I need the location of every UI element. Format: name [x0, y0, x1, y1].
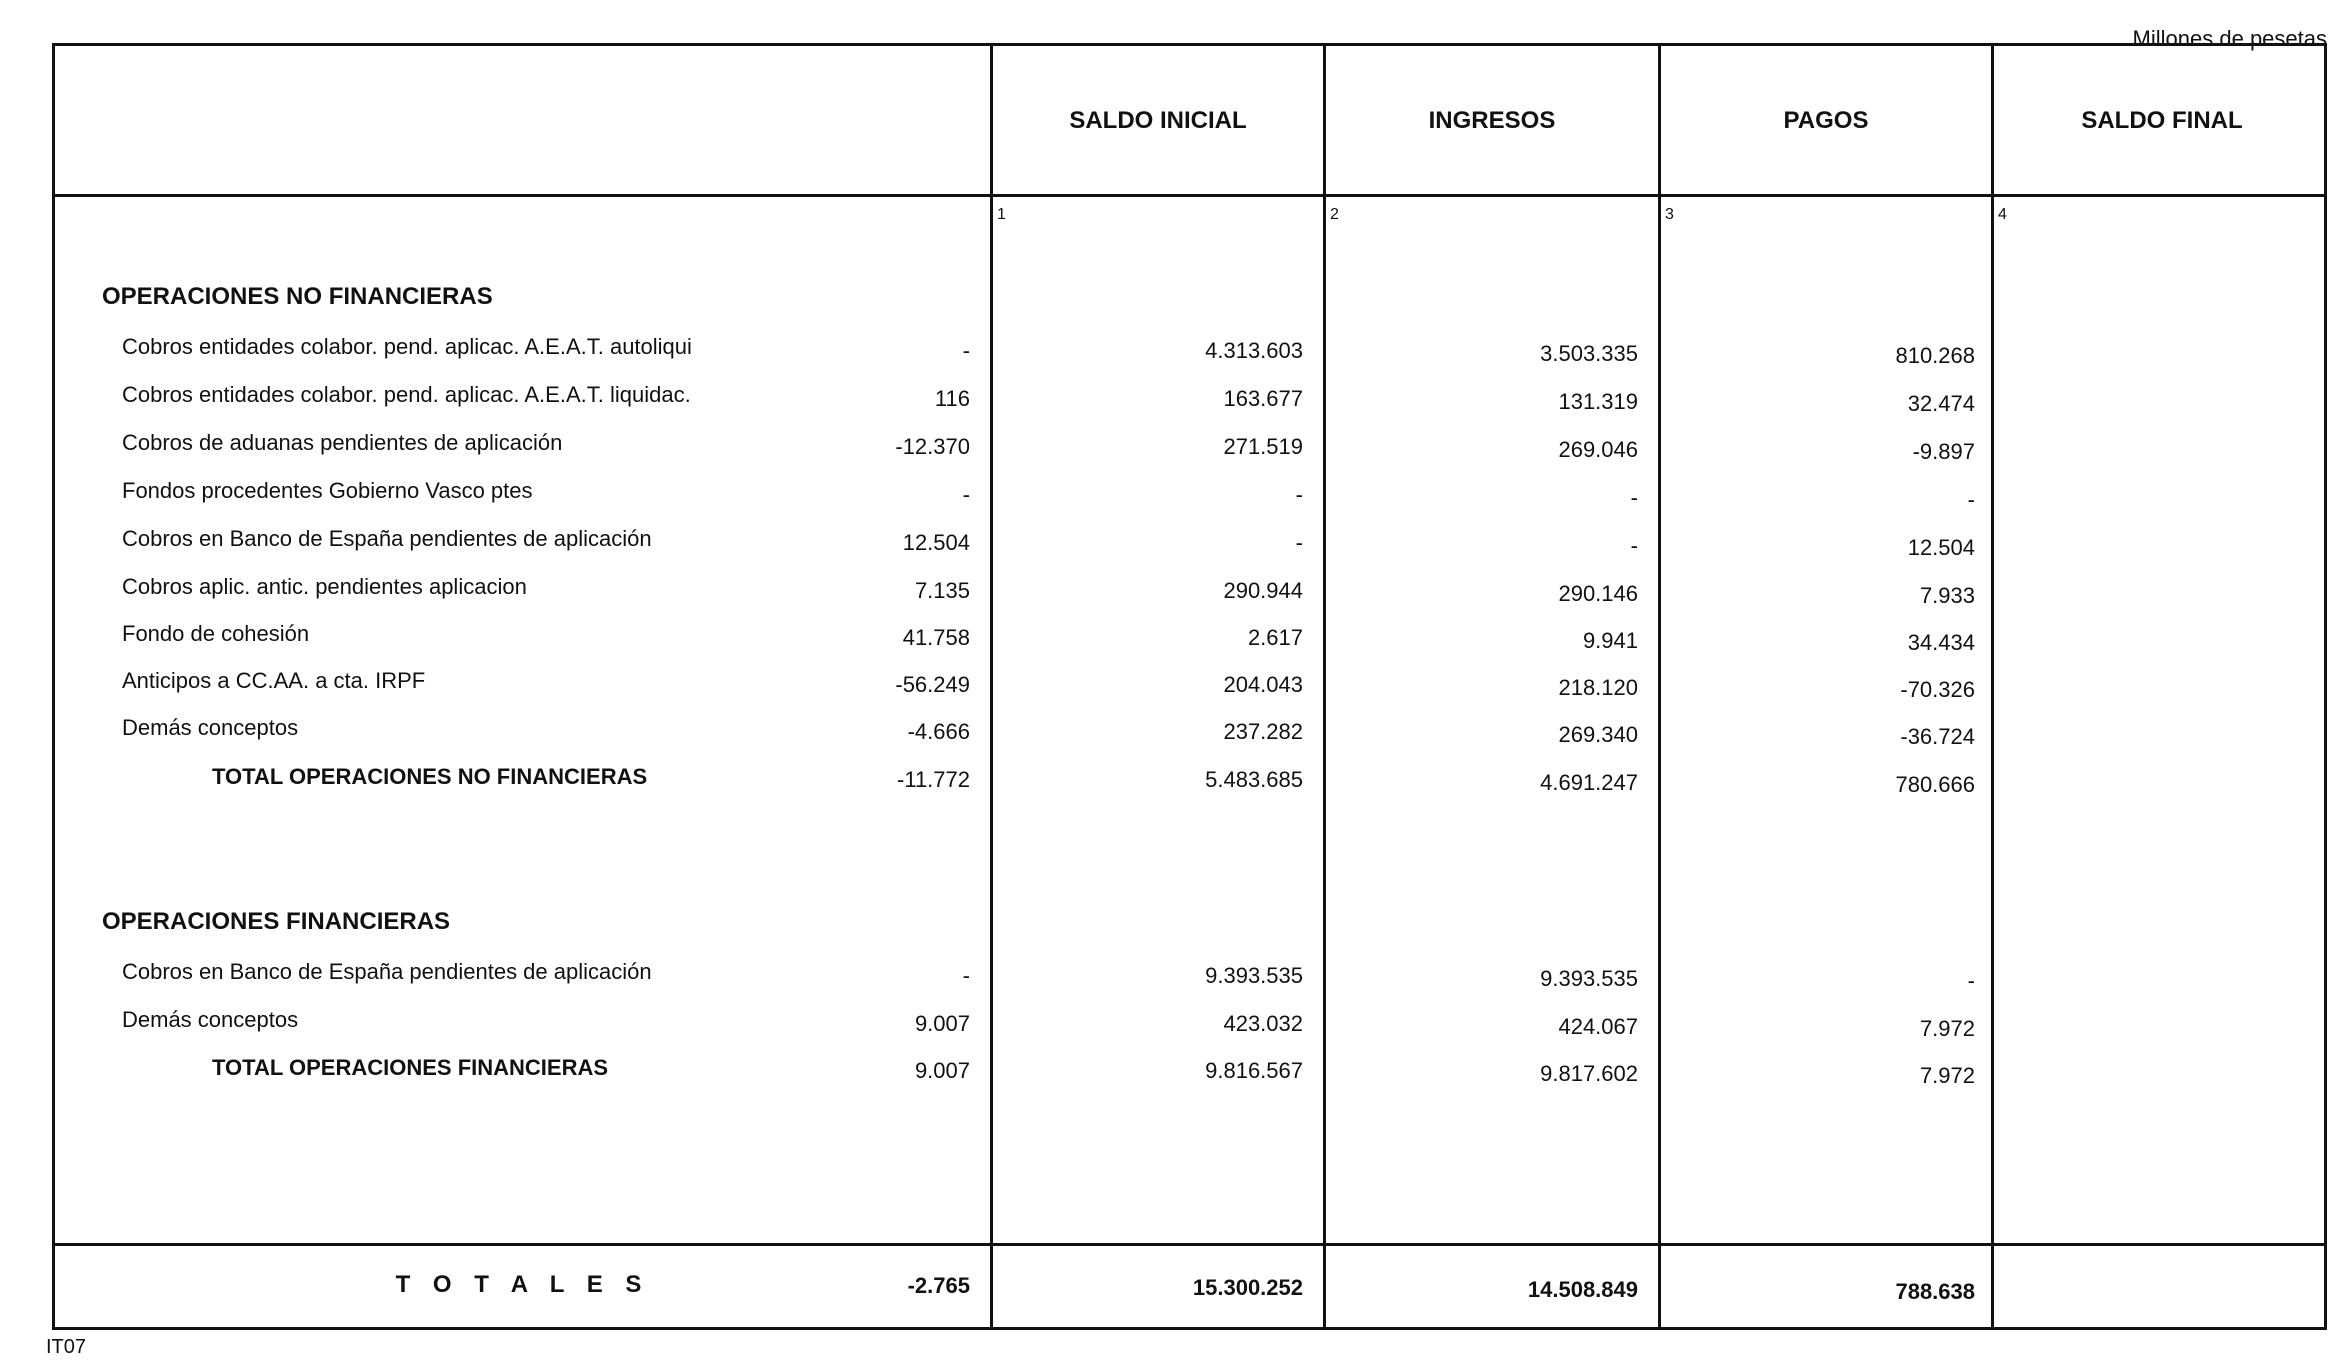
cell-saldo-inicial: -12.370 [895, 434, 970, 459]
cell-ingresos: 271.519 [1223, 434, 1303, 459]
cell-saldo-final: 810.268 [1895, 343, 1975, 368]
total-row-label: TOTAL OPERACIONES NO FINANCIERAS [212, 764, 648, 789]
col-number: 4 [1998, 206, 2007, 223]
column-divider [990, 46, 993, 1327]
section-heading-financieras: OPERACIONES FINANCIERAS [102, 908, 451, 935]
cell-saldo-final: - [1967, 487, 1975, 512]
cell-pagos: 9.393.535 [1540, 966, 1638, 991]
col-number: 3 [1665, 206, 1674, 223]
total-saldo-final: 788.638 [1895, 1279, 1975, 1304]
totals-divider [55, 1243, 2324, 1246]
col-header-saldo-final: SALDO FINAL [2081, 107, 2243, 134]
section-heading-no-financieras: OPERACIONES NO FINANCIERAS [102, 283, 493, 310]
cell-ingresos: 290.944 [1223, 578, 1303, 603]
row-label: Anticipos a CC.AA. a cta. IRPF [122, 668, 426, 693]
cell-saldo-final: -36.724 [1900, 724, 1975, 749]
cell-pagos: 9.817.602 [1540, 1061, 1638, 1086]
col-header-saldo-inicial: SALDO INICIAL [1069, 107, 1247, 134]
cell-saldo-final: 7.972 [1919, 1016, 1975, 1041]
cell-saldo-final: 780.666 [1895, 772, 1975, 797]
cell-saldo-inicial: 7.135 [914, 578, 970, 603]
cell-pagos: - [1630, 533, 1638, 558]
cell-ingresos: - [1295, 530, 1303, 555]
cell-pagos: 3.503.335 [1540, 341, 1638, 366]
row-label: Cobros entidades colabor. pend. aplicac. A.E.A.T. liquidac. [122, 382, 691, 407]
cell-saldo-inicial: 116 [934, 386, 970, 411]
cell-ingresos: 204.043 [1223, 672, 1303, 697]
units-note: Millones de pesetas [2132, 26, 2327, 51]
cell-saldo-final: -70.326 [1900, 677, 1975, 702]
statement-table [52, 43, 2327, 1330]
cell-pagos: 218.120 [1558, 675, 1638, 700]
row-label: Cobros en Banco de España pendientes de aplicación [122, 959, 652, 984]
col-header-pagos: PAGOS [1783, 107, 1869, 134]
cell-ingresos: 4.313.603 [1205, 338, 1303, 363]
col-number: 2 [1330, 206, 1339, 223]
cell-saldo-final: -9.897 [1912, 439, 1975, 464]
cell-saldo-final: 34.434 [1907, 630, 1975, 655]
cell-ingresos: 237.282 [1223, 719, 1303, 744]
row-label: Demás conceptos [122, 1007, 299, 1032]
cell-ingresos: 423.032 [1223, 1011, 1303, 1036]
row-label: Cobros de aduanas pendientes de aplicación [122, 430, 563, 455]
cell-saldo-inicial: 41.758 [902, 625, 970, 650]
document-code: IT07 [46, 1336, 87, 1358]
cell-saldo-inicial: 12.504 [902, 530, 970, 555]
col-header-ingresos: INGRESOS [1428, 107, 1556, 134]
cell-ingresos: - [1295, 482, 1303, 507]
cell-ingresos: 9.816.567 [1205, 1058, 1303, 1083]
cell-saldo-final: 32.474 [1907, 391, 1975, 416]
column-divider [1658, 46, 1661, 1327]
cell-saldo-final: 7.972 [1919, 1063, 1975, 1088]
cell-saldo-final: 12.504 [1907, 535, 1975, 560]
total-pagos: 14.508.849 [1527, 1277, 1638, 1302]
cell-saldo-final: 7.933 [1919, 583, 1975, 608]
cell-ingresos: 9.393.535 [1205, 963, 1303, 988]
col-number: 1 [997, 206, 1006, 223]
row-label: Cobros aplic. antic. pendientes aplicacion [122, 574, 527, 599]
cell-saldo-inicial: -11.772 [897, 767, 970, 792]
cell-pagos: 9.941 [1582, 628, 1638, 653]
cell-ingresos: 2.617 [1247, 625, 1303, 650]
column-divider [1991, 46, 1994, 1327]
cell-pagos: 269.340 [1558, 722, 1638, 747]
totals-label: T O T A L E S [395, 1271, 650, 1298]
cell-saldo-inicial: -4.666 [907, 719, 970, 744]
cell-pagos: 424.067 [1558, 1014, 1638, 1039]
cell-ingresos: 163.677 [1223, 386, 1303, 411]
total-saldo-inicial: -2.765 [907, 1273, 970, 1298]
cell-saldo-inicial: - [962, 482, 970, 507]
row-label: Fondos procedentes Gobierno Vasco ptes [122, 478, 533, 503]
cell-saldo-inicial: - [962, 963, 970, 988]
row-label: Cobros entidades colabor. pend. aplicac. A.E.A.T. autoliqui [122, 334, 692, 359]
row-label: Fondo de cohesión [122, 621, 310, 646]
cell-ingresos: 5.483.685 [1205, 767, 1303, 792]
total-ingresos: 15.300.252 [1192, 1275, 1303, 1300]
cell-saldo-inicial: -56.249 [895, 672, 970, 697]
cell-saldo-final: - [1967, 968, 1975, 993]
cell-saldo-inicial: 9.007 [914, 1011, 970, 1036]
cell-saldo-inicial: 9.007 [914, 1058, 970, 1083]
row-label: Cobros en Banco de España pendientes de aplicación [122, 526, 652, 551]
cell-pagos: 290.146 [1558, 581, 1638, 606]
column-divider [1323, 46, 1326, 1327]
cell-saldo-inicial: - [962, 338, 970, 363]
cell-pagos: 269.046 [1558, 437, 1638, 462]
cell-pagos: 131.319 [1558, 389, 1638, 414]
cell-pagos: - [1630, 485, 1638, 510]
total-row-label: TOTAL OPERACIONES FINANCIERAS [212, 1055, 609, 1080]
cell-pagos: 4.691.247 [1540, 770, 1638, 795]
row-label: Demás conceptos [122, 715, 299, 740]
